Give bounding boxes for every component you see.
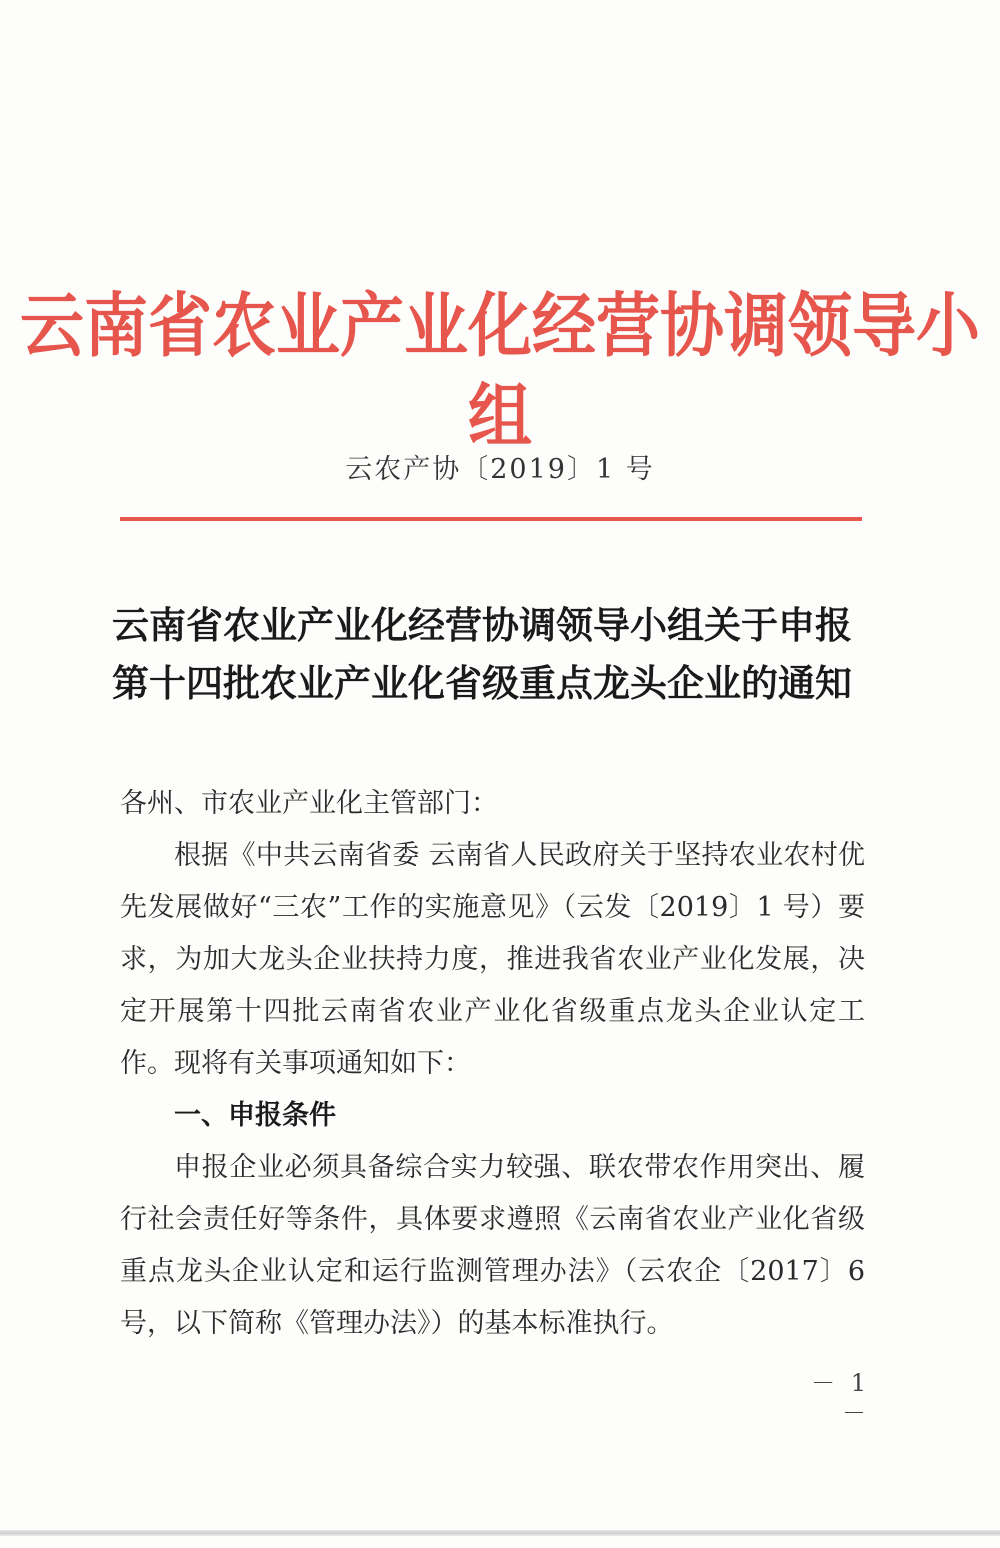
section-heading-1: 一、申报条件 bbox=[174, 1100, 336, 1131]
document-title-line-2: 第十四批农业产业化省级重点龙头企业的通知 bbox=[112, 661, 852, 705]
red-divider-line bbox=[120, 517, 862, 521]
document-title-line-1: 云南省农业产业化经营协调领导小组关于申报 bbox=[112, 603, 852, 647]
salutation: 各州、市农业产业化主管部门： bbox=[120, 788, 498, 819]
body-paragraph-1: 根据《中共云南省委 云南省人民政府关于坚持农业农村优先发展做好“三农”工作的实施意见》（云发〔2019〕1 号）要求，为加大龙头企业扶持力度，推进我省农业产业化发展，决定开展第十四批云南省农业产业化省级重点龙头企业认定工作。现将有关事项通知如下： bbox=[120, 840, 865, 1079]
issuing-organization-header: 云南省农业产业化经营协调领导小组 bbox=[20, 285, 980, 458]
page-number: － 1 － bbox=[811, 1369, 870, 1427]
document-number: 云农产协〔2019〕1 号 bbox=[345, 454, 655, 485]
body-paragraph-2: 申报企业必须具备综合实力较强、联农带农作用突出、履行社会责任好等条件，具体要求遵照《云南省农业产业化省级重点龙头企业认定和运行监测管理办法》（云农企〔2017〕6 号，以下简称《管理办法》）的基本标准执行。 bbox=[120, 1152, 865, 1339]
document-title bbox=[112, 596, 882, 712]
scan-edge-shadow bbox=[0, 1530, 1000, 1536]
document-body bbox=[120, 778, 865, 1350]
